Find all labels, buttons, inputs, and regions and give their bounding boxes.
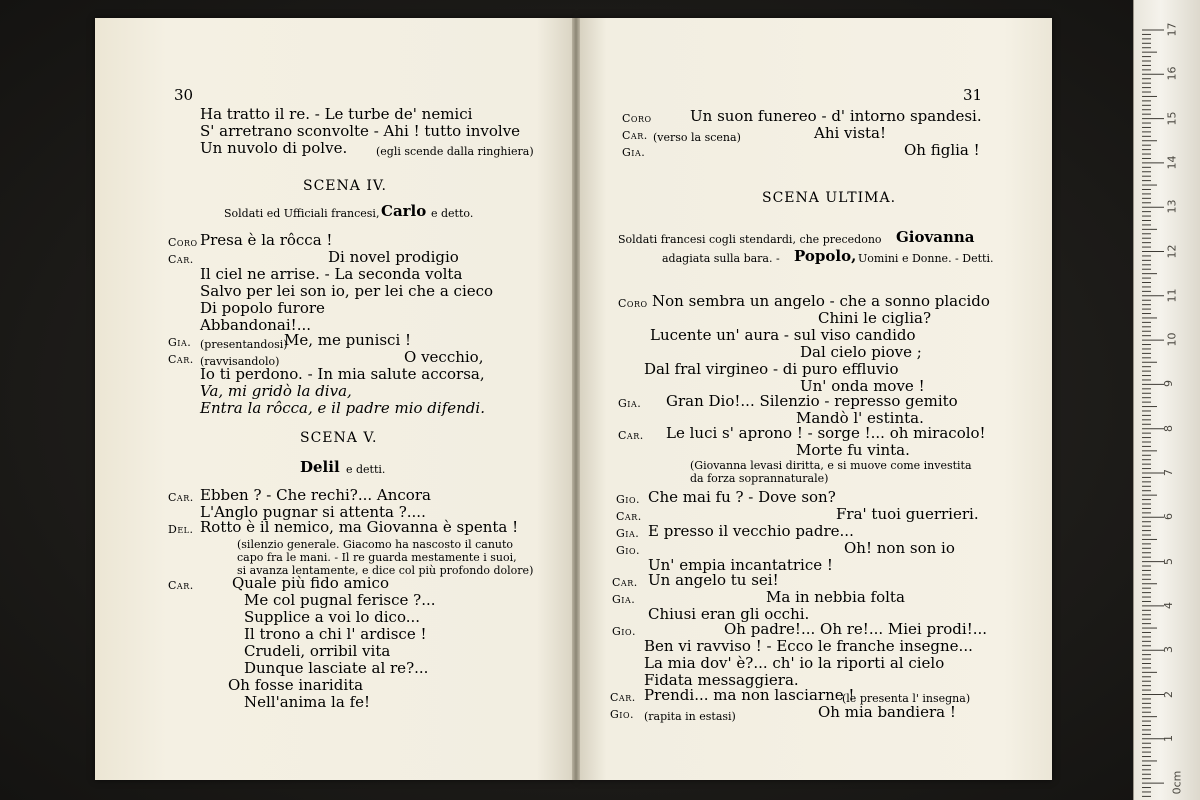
right-text-line: Fidata messaggiera.: [644, 671, 799, 689]
right-text-line: Oh figlia !: [904, 141, 980, 159]
book-gutter: [572, 18, 580, 780]
left-text-line: Ebben ? - Che rechi?... Ancora: [200, 486, 431, 504]
right-text-line: Ma in nebbia folta: [766, 588, 905, 606]
ruler-number: 8: [1162, 424, 1175, 432]
left-text-line: Quale più fido amico: [232, 574, 389, 592]
right-text-line: Un angelo tu sei!: [648, 571, 779, 589]
left-text-line: Soldati ed Ufficiali francesi,: [224, 207, 380, 220]
left-text-line: Nell'anima la fe!: [244, 693, 371, 711]
ruler-number: 1: [1162, 734, 1175, 742]
right-text-line: E presso il vecchio padre...: [648, 522, 854, 540]
left-text-line: e detto.: [431, 207, 474, 220]
ruler-number: 15: [1165, 111, 1179, 126]
left-text-line: Supplice a voi lo dico...: [244, 608, 421, 626]
page-number-right: 31: [963, 86, 983, 104]
right-text-line: Un' empia incantatrice !: [648, 556, 833, 574]
right-text-line: Popolo,: [794, 247, 857, 265]
right-text-line: Che mai fu ? - Dove son?: [648, 488, 836, 506]
left-text-line: (egli scende dalla ringhiera): [376, 145, 534, 158]
ruler-number: 2: [1162, 690, 1175, 698]
right-text-line: da forza soprannaturale): [690, 472, 829, 485]
ruler-number: 13: [1165, 199, 1179, 214]
right-text-line: Car.: [622, 129, 648, 142]
right-text-line: Gio.: [616, 493, 641, 506]
left-text-line: Entra la rôcca, e il padre mio difendi.: [200, 399, 485, 417]
left-text-line: S' arretrano sconvolte - Ahi ! tutto involve: [200, 122, 521, 140]
right-text-line: La mia dov' è?... ch' io la riporti al cielo: [644, 654, 945, 672]
left-text-line: (silenzio generale. Giacomo ha nascosto il canuto: [237, 538, 514, 551]
right-text-line: Un' onda move !: [800, 377, 925, 395]
ruler-number: 11: [1165, 288, 1179, 303]
left-text-line: Gia.: [168, 336, 192, 349]
left-text-line: capo fra le mani. - Il re guarda mestamente i suoi,: [237, 551, 517, 564]
left-text-line: Abbandonai!...: [200, 316, 312, 334]
left-text-line: Me, me punisci !: [284, 331, 412, 349]
left-text-line: Di novel prodigio: [328, 248, 459, 266]
right-text-line: (Giovanna levasi diritta, e si muove come investita: [690, 459, 972, 472]
left-text-line: Carlo: [381, 202, 427, 220]
ruler-number: 12: [1165, 244, 1179, 258]
left-text-line: L'Anglo pugnar si attenta ?....: [200, 503, 426, 521]
left-text-line: Del.: [168, 523, 194, 536]
left-text-line: Di popolo furore: [200, 299, 325, 317]
left-text-line: Salvo per lei son io, per lei che a cieco: [200, 282, 494, 300]
ruler-number: 17: [1165, 22, 1179, 37]
ruler-number: 14: [1165, 155, 1179, 170]
right-text-line: Le luci s' aprono ! - sorge !... oh miracolo!: [666, 424, 986, 442]
right-text-line: Car.: [616, 510, 642, 523]
right-text-line: Coro: [618, 297, 648, 310]
left-text-line: Dunque lasciate al re?...: [244, 659, 429, 677]
left-text-line: (presentandosi): [200, 338, 288, 351]
left-text-line: Il ciel ne arrise. - La seconda volta: [200, 265, 463, 283]
left-text-line: Me col pugnal ferisce ?...: [244, 591, 436, 609]
left-text-line: Il trono a chi l' ardisce !: [244, 625, 427, 643]
right-text-line: Oh! non son io: [844, 539, 955, 557]
page-number-left: 30: [174, 86, 194, 104]
right-text-line: Morte fu vinta.: [796, 441, 910, 459]
right-text-line: Fra' tuoi guerrieri.: [836, 505, 979, 523]
left-text-line: Rotto è il nemico, ma Giovanna è spenta !: [200, 518, 519, 536]
left-text-line: Delil: [300, 458, 340, 476]
left-text-line: Presa è la rôcca !: [200, 231, 333, 249]
left-text-line: Va, mi gridò la diva,: [200, 382, 352, 400]
right-text-line: SCENA ULTIMA.: [762, 190, 897, 206]
left-text-line: Car.: [168, 579, 194, 592]
right-text-line: (verso la scena): [653, 131, 741, 144]
right-text-line: Gio.: [610, 708, 635, 721]
right-text-line: Car.: [618, 429, 644, 442]
left-text-line: (ravvisandolo): [200, 355, 280, 368]
left-text-line: Ha tratto il re. - Le turbe de' nemici: [200, 105, 473, 123]
ruler-number: 4: [1162, 601, 1175, 609]
right-text-line: Prendi... ma non lasciarne !: [644, 686, 855, 704]
right-text-line: Car.: [612, 576, 638, 589]
left-text-line: SCENA IV.: [303, 178, 387, 194]
left-text-line: Car.: [168, 253, 194, 266]
right-text-line: Oh mia bandiera !: [818, 703, 956, 721]
right-text-line: Non sembra un angelo - che a sonno placido: [652, 292, 990, 310]
ruler-number: 0cm: [1170, 770, 1184, 795]
left-text-line: si avanza lentamente, e dice col più profondo dolore): [237, 564, 534, 577]
ruler-number: 7: [1162, 469, 1175, 476]
right-text-line: Dal fral virgineo - di puro effluvio: [644, 360, 899, 378]
right-text-line: Gia.: [616, 527, 640, 540]
ruler-number: 3: [1162, 646, 1175, 654]
right-text-line: Gio.: [616, 544, 641, 557]
right-text-line: Un suon funereo - d' intorno spandesi.: [690, 107, 982, 125]
right-text-line: Chini le ciglia?: [818, 309, 931, 327]
ruler-number: 9: [1162, 380, 1175, 388]
left-text-line: e detti.: [346, 463, 386, 476]
right-text-line: Oh padre!... Oh re!... Miei prodi!...: [724, 620, 988, 638]
right-text-line: Mandò l' estinta.: [796, 409, 924, 427]
left-text-line: Un nuvolo di polve.: [200, 139, 348, 157]
right-text-line: Gia.: [612, 593, 636, 606]
left-text-line: Io ti perdono. - In mia salute accorsa,: [200, 365, 485, 383]
ruler-number: 16: [1165, 66, 1179, 81]
left-text-line: Car.: [168, 491, 194, 504]
right-text-line: adagiata sulla bara. -: [662, 252, 780, 265]
right-text-line: Coro: [622, 112, 652, 125]
right-text-line: Gran Dio!... Silenzio - represso gemito: [666, 392, 958, 410]
left-text-line: SCENA V.: [300, 430, 378, 446]
right-text-line: (le presenta l' insegna): [842, 692, 971, 705]
right-text-line: Gia.: [618, 397, 642, 410]
right-text-line: (rapita in estasi): [644, 710, 736, 723]
left-text-line: Coro: [168, 236, 198, 249]
right-text-line: Giovanna: [896, 228, 975, 246]
right-text-line: Car.: [610, 691, 636, 704]
ruler-number: 10: [1165, 332, 1179, 347]
right-text-line: Gia.: [622, 146, 646, 159]
right-text-line: Chiusi eran gli occhi.: [648, 605, 810, 623]
right-text-line: Soldati francesi cogli stendardi, che precedono: [618, 233, 882, 246]
right-text-line: Gio.: [612, 625, 637, 638]
right-text-line: Ben vi ravviso ! - Ecco le franche insegne...: [644, 637, 973, 655]
left-text-line: Car.: [168, 353, 194, 366]
right-text-line: Ahi vista!: [814, 124, 887, 142]
left-text-line: O vecchio,: [404, 348, 484, 366]
right-text-line: Lucente un' aura - sul viso candido: [650, 326, 916, 344]
right-text-line: Uomini e Donne. - Detti.: [858, 252, 994, 265]
left-text-line: Oh fosse inaridita: [228, 676, 364, 694]
left-text-line: Crudeli, orribil vita: [244, 642, 391, 660]
right-text-line: Dal cielo piove ;: [800, 343, 922, 361]
ruler-number: 6: [1162, 513, 1175, 521]
ruler-number: 5: [1162, 557, 1175, 565]
